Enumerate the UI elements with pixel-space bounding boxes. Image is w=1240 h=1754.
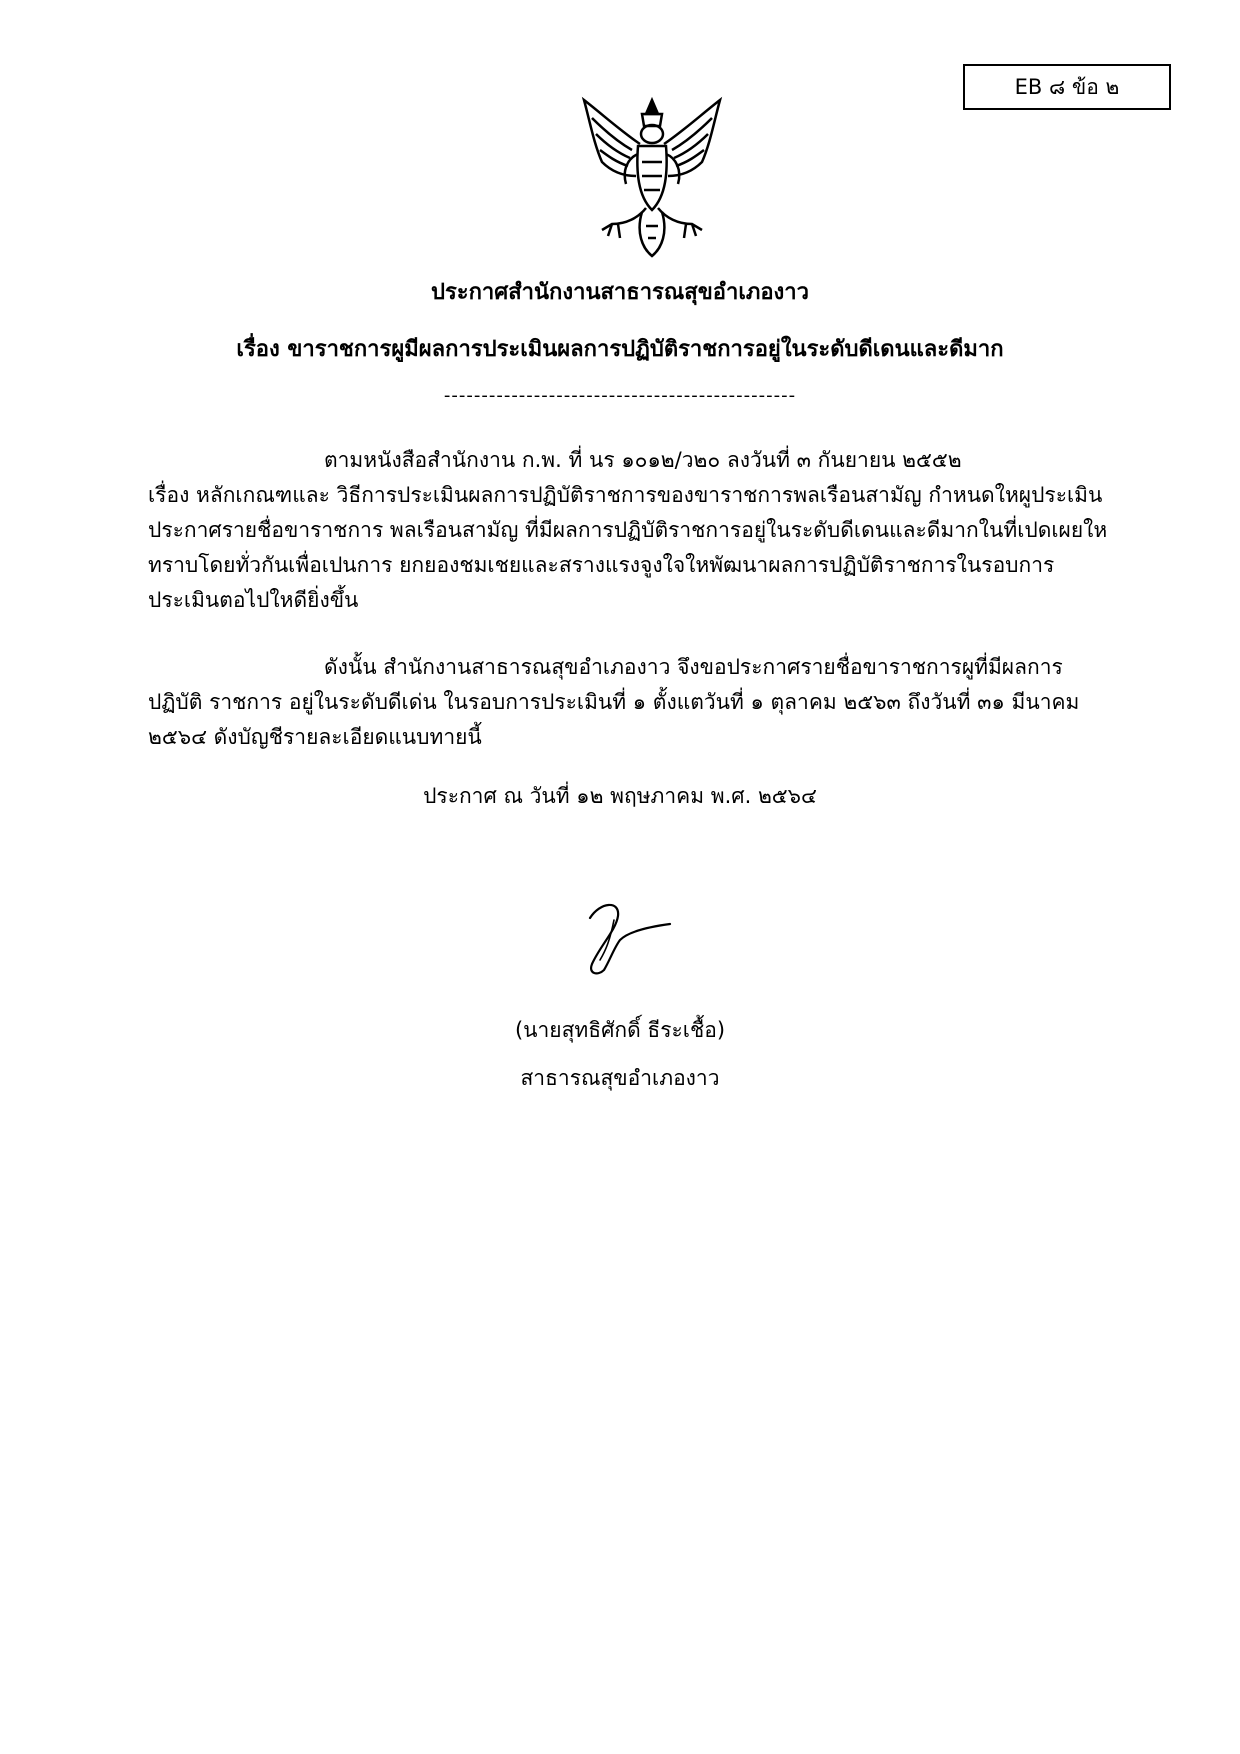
signer-position: สาธารณสุขอำเภองาว [520,1066,720,1090]
reference-box [963,64,1171,110]
announcement-subject: เรื่อง ขาราชการผูมีผลการประเมินผลการปฏิบัติราชการอยู่ในระดับดีเดนและดีมาก [236,337,1004,362]
paragraph-line: เรื่อง หลักเกณฑและ วิธีการประเมินผลการปฏิบัติราชการของขาราชการพลเรือนสามัญ กำหนดใหผูประเมิน [148,483,1103,507]
paragraph-2 [148,650,1085,755]
paragraph-line: ๒๕๖๔ ดังบัญชีรายละเอียดแนบทายนี้ [148,725,482,749]
signature-icon [570,890,680,990]
paragraph-line: ทราบโดยทั่วกันเพื่อเปนการ ยกยองชมเชยและสรางแรงจูงใจใหพัฒนาผลการปฏิบัติราชการในรอบการ [148,553,1055,577]
announcement-date: ประกาศ ณ วันที่ ๑๒ พฤษภาคม พ.ศ. ๒๕๖๔ [423,784,817,808]
paragraph-line: ปฏิบัติ ราชการ อยู่ในระดับดีเด่น ในรอบการประเมินที่ ๑ ตั้งแตวันที่ ๑ ตุลาคม ๒๕๖๓ ถึงวันที่ ๓๑ มีนาคม [148,690,1080,714]
paragraph-line: ประกาศรายชื่อขาราชการ พลเรือนสามัญ ที่มีผลการปฏิบัติราชการอยู่ในระดับดีเดนและดีมากในที่เปดเผยให [148,518,1108,542]
signer-name: (นายสุทธิศักดิ์ ธีระเชื้อ) [514,1018,726,1042]
paragraph-line: ตามหนังสือสำนักงาน ก.พ. ที่ นร ๑๐๑๒/ว๒๐ ลงวันที่ ๓ กันยายน ๒๕๕๒ [324,448,962,472]
separator-line: ----------------------------------------------- [443,385,797,406]
paragraph-line: ประเมินตอไปใหดียิ่งขึ้น [148,588,359,612]
paragraph-line: ดังนั้น สำนักงานสาธารณสุขอำเภองาว จึงขอประกาศรายชื่อขาราชการผูที่มีผลการ [324,655,1063,679]
garuda-emblem-icon [572,92,732,262]
announcement-title: ประกาศสำนักงานสาธารณสุขอำเภองาว [430,280,810,305]
reference-label: EB ๘ ข้อ ๒ [1014,74,1120,99]
paragraph-1 [148,443,1108,618]
